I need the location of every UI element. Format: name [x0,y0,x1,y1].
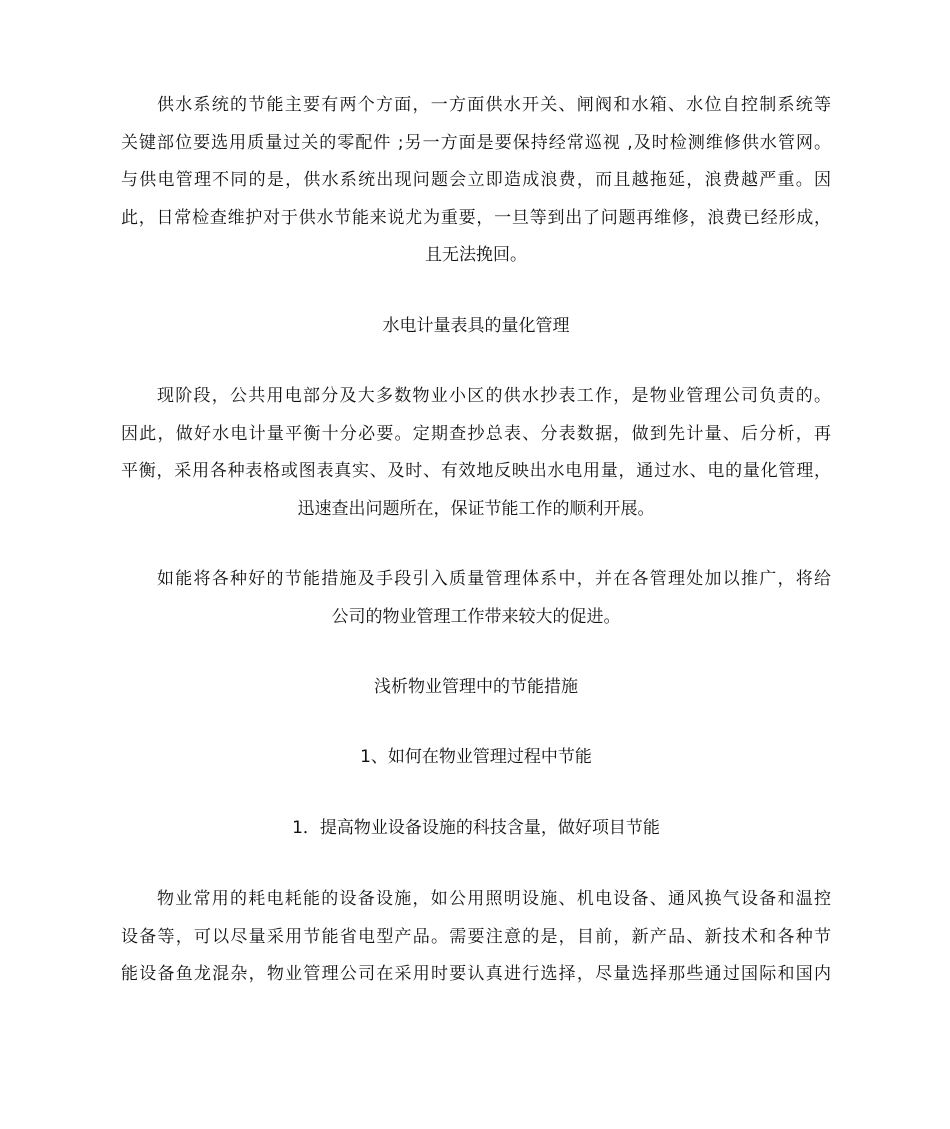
section-heading: 1．提高物业设备设施的科技含量，做好项目节能 [292,818,660,838]
paragraph-line: 设备等，可以尽量采用节能省电型产品。需要注意的是，目前，新产品、新技术和各种节 [121,926,831,947]
paragraph-metering [121,378,831,528]
paragraph-line: 物业常用的耗电耗能的设备设施，如公用照明设施、机电设备、通风换气设备和温控 [157,889,831,909]
paragraph-line: 供水系统的节能主要有两个方面，一方面供水开关、闸阀和水箱、水位自控制系统等 [157,95,831,115]
paragraph-line: 与供电管理不同的是，供水系统出现问题会立即造成浪费，而且越拖延，浪费越严重。因 [121,170,831,190]
heading-energy-measures [121,669,831,707]
paragraph-line: 关键部位要选用质量过关的零配件 ;另一方面是要保持经常巡视 ,及时检测维修供水管网。 [121,132,831,153]
heading-how-to-save [121,739,831,777]
paragraph-line: 且无法挽回。 [425,245,527,265]
paragraph-line: 因此，做好水电计量平衡十分必要。定期查抄总表、分表数据，做到先计量、后分析，再 [121,423,831,444]
paragraph-water-supply [121,87,831,275]
paragraph-line: 此，日常检查维护对于供水节能来说尤为重要，一旦等到出了问题再维修，浪费已经形成， [121,207,831,228]
paragraph-line: 公司的物业管理工作带来较大的促进。 [331,606,621,627]
paragraph-quality-system [121,561,831,636]
paragraph-line: 能设备鱼龙混杂，物业管理公司在采用时要认真进行选择，尽量选择那些通过国际和国内 [121,964,831,984]
paragraph-line: 平衡，采用各种表格或图表真实、及时、有效地反映出水电用量，通过水、电的量化管理， [121,461,831,481]
section-heading: 浅析物业管理中的节能措施 [374,677,578,697]
paragraph-line: 如能将各种好的节能措施及手段引入质量管理体系中，并在各管理处加以推广，将给 [157,569,831,589]
paragraph-line: 现阶段，公共用电部分及大多数物业小区的供水抄表工作，是物业管理公司负责的。 [157,386,831,406]
section-heading: 1、如何在物业管理过程中节能 [360,747,592,767]
section-heading: 水电计量表具的量化管理 [382,316,570,336]
heading-tech-content [121,810,831,848]
paragraph-line: 迅速查出问题所在，保证节能工作的顺利开展。 [297,498,655,519]
heading-metering [121,308,831,346]
paragraph-equipment [121,881,831,994]
